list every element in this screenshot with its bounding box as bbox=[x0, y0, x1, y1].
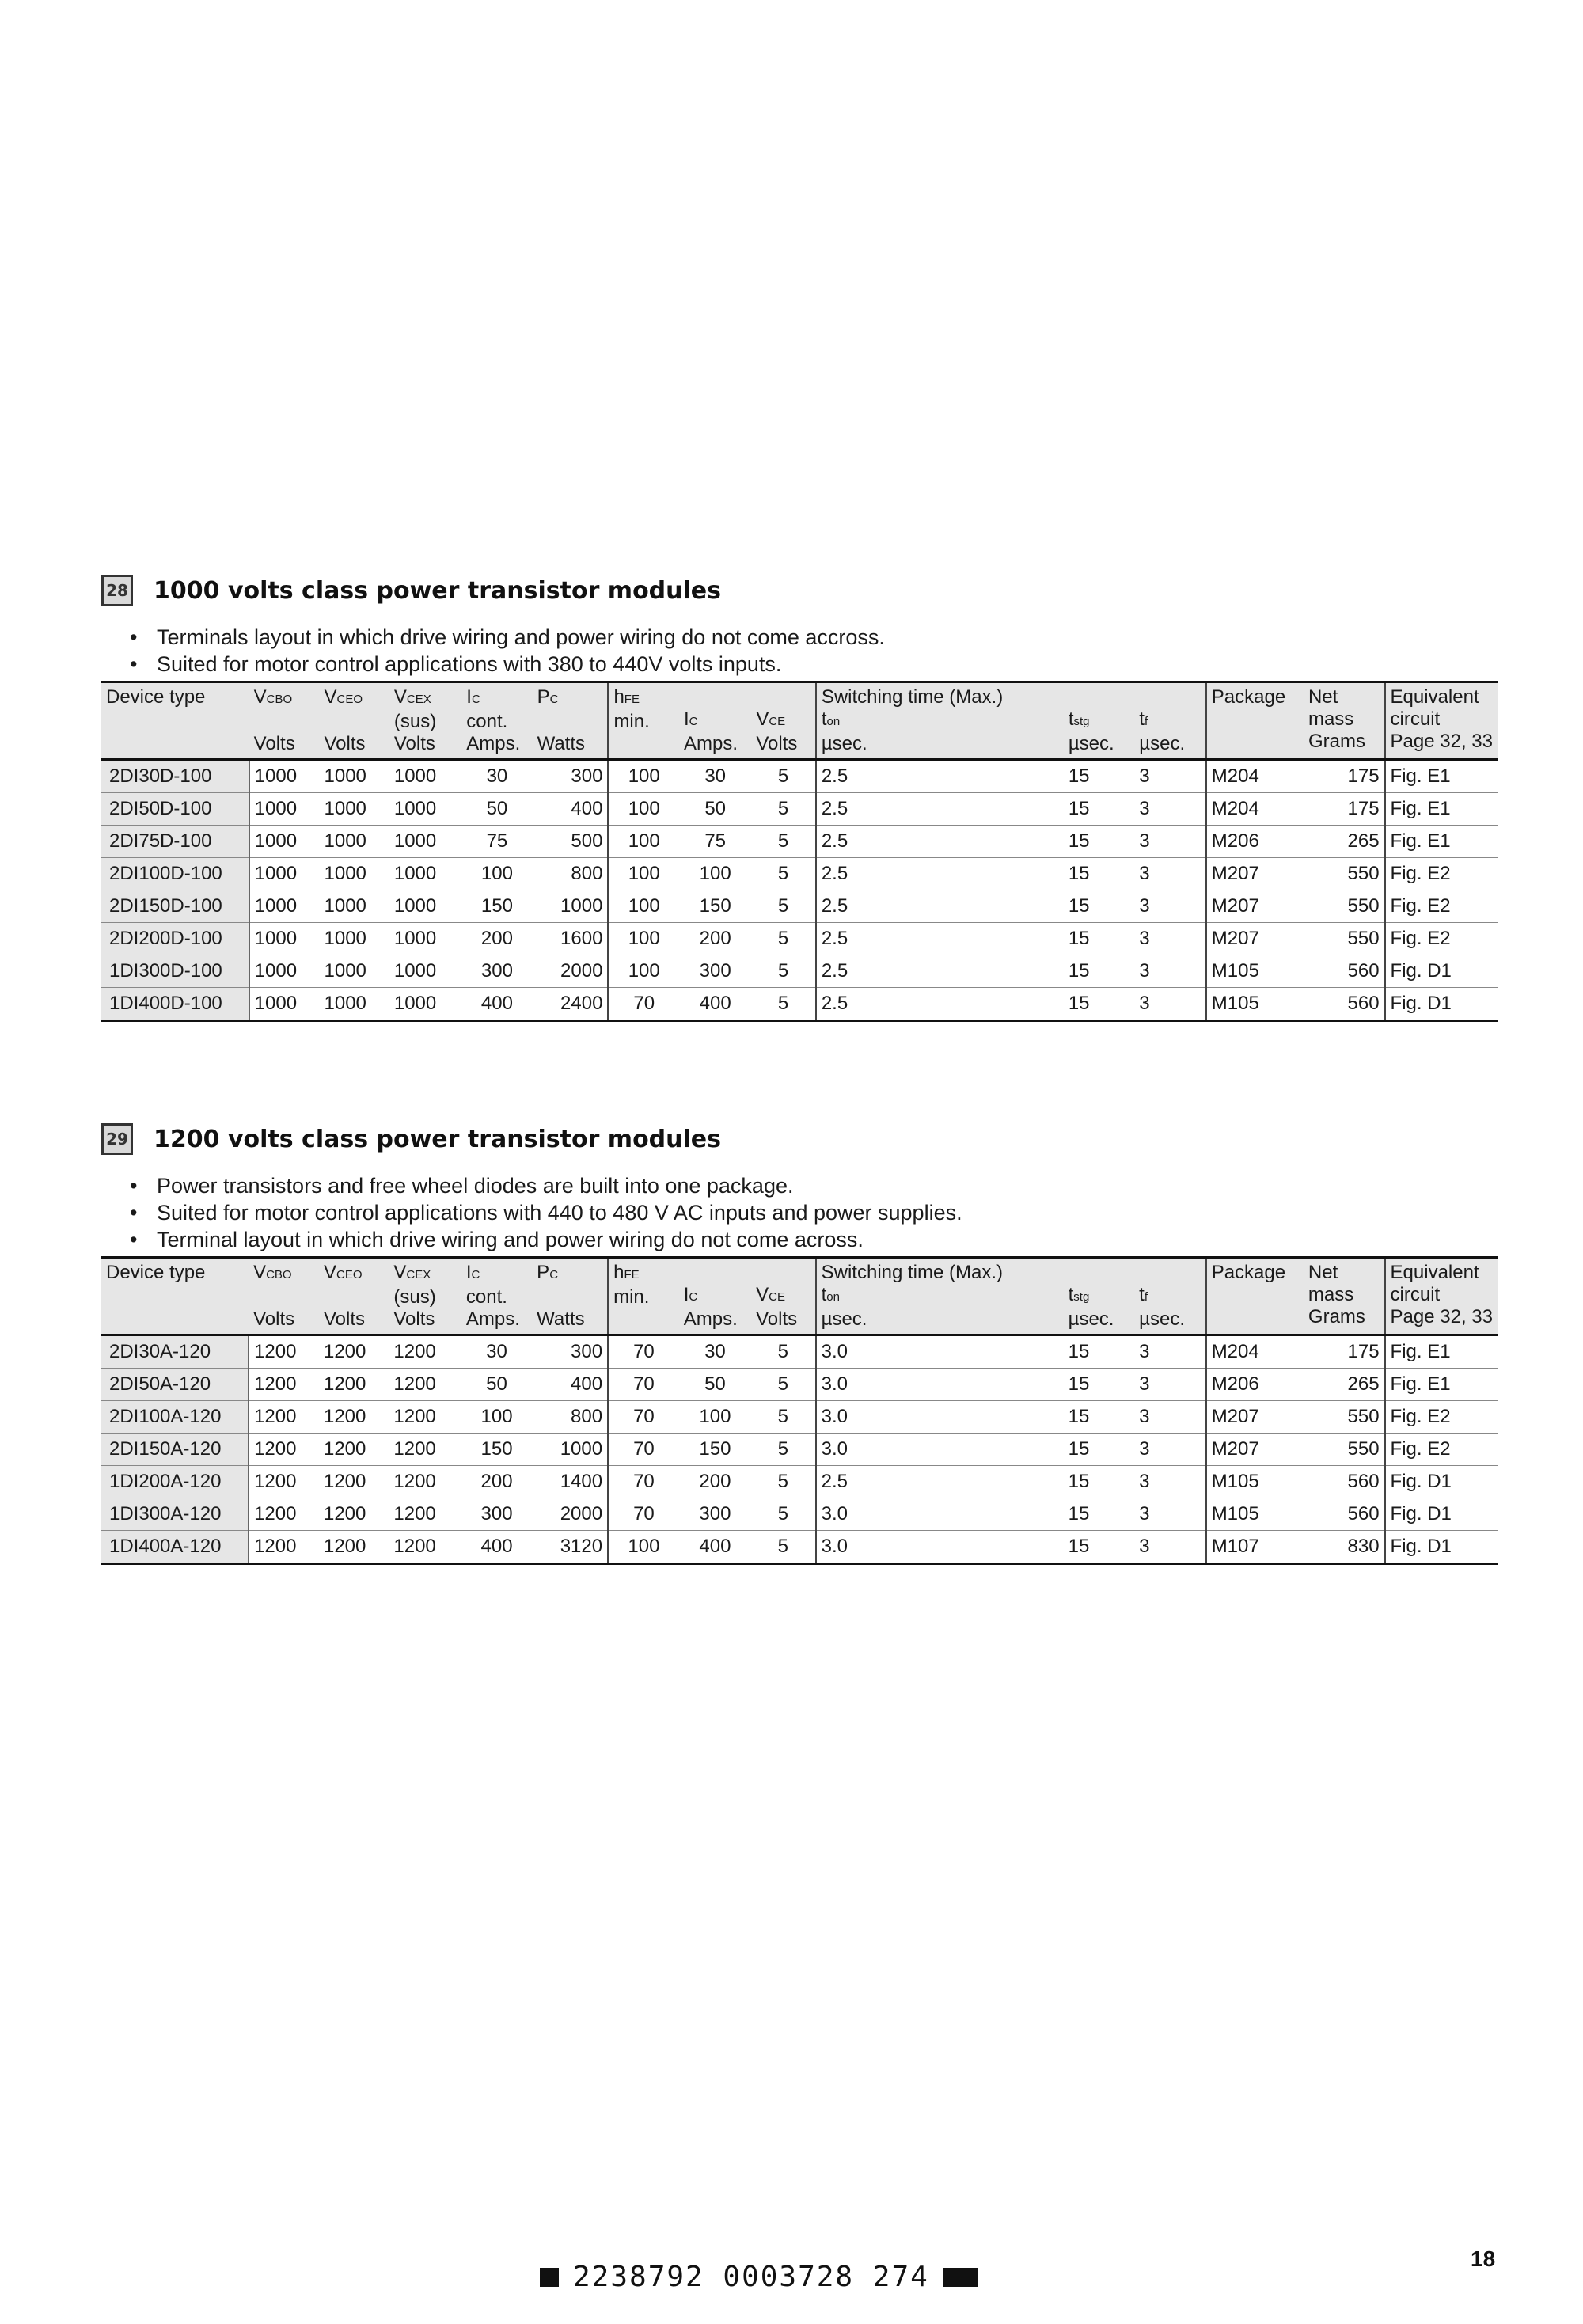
cell-vcex: 1200 bbox=[389, 1466, 461, 1498]
col-tf: tf µsec. bbox=[1134, 682, 1205, 760]
barcode-text: 2238792 0003728 274 bbox=[573, 2261, 929, 2293]
cell-pc: 800 bbox=[533, 858, 609, 890]
cell-hfe: 100 bbox=[608, 1531, 679, 1564]
cell-ton: 2.5 bbox=[816, 923, 1064, 955]
barcode-block-left bbox=[540, 2268, 559, 2287]
cell-package: M105 bbox=[1206, 1466, 1304, 1498]
cell-tf: 3 bbox=[1134, 1466, 1206, 1498]
cell-package: M204 bbox=[1206, 793, 1304, 826]
cell-tf: 3 bbox=[1134, 1401, 1206, 1434]
cell-tf: 3 bbox=[1134, 923, 1205, 955]
cell-mass: 560 bbox=[1304, 955, 1385, 988]
cell-device: 2DI50A-120 bbox=[101, 1369, 249, 1401]
cell-vceo: 1000 bbox=[320, 826, 389, 858]
section-header bbox=[101, 572, 1498, 609]
col-vcex: VCEX (sus) Volts bbox=[389, 682, 461, 760]
cell-tstg: 15 bbox=[1064, 1434, 1135, 1466]
cell-device: 1DI400A-120 bbox=[101, 1531, 249, 1564]
col-net-mass: Net mass Grams bbox=[1304, 682, 1385, 760]
cell-ic: 300 bbox=[461, 1498, 532, 1531]
cell-ton: 2.5 bbox=[816, 793, 1064, 826]
cell-package: M105 bbox=[1206, 988, 1304, 1021]
cell-tf: 3 bbox=[1134, 1335, 1206, 1369]
cell-vcex: 1000 bbox=[389, 988, 461, 1021]
cell-mass: 550 bbox=[1304, 1434, 1385, 1466]
cell-device: 2DI200D-100 bbox=[101, 923, 249, 955]
cell-vcex: 1200 bbox=[389, 1531, 461, 1564]
cell-circuit: Fig. E2 bbox=[1385, 1434, 1498, 1466]
cell-vcex: 1200 bbox=[389, 1434, 461, 1466]
cell-ic: 30 bbox=[461, 760, 532, 793]
cell-pc: 500 bbox=[533, 826, 609, 858]
cell-device: 2DI30D-100 bbox=[101, 760, 249, 793]
feature-bullet: • Power transistors and free wheel diodes are built into one package. bbox=[130, 1172, 1498, 1199]
col-vce: VCE Volts bbox=[751, 1258, 816, 1335]
cell-package: M107 bbox=[1206, 1531, 1304, 1564]
col-device-type: Device type bbox=[101, 682, 249, 760]
cell-ic: 200 bbox=[461, 1466, 532, 1498]
cell-vcex: 1000 bbox=[389, 955, 461, 988]
cell-vcbo: 1200 bbox=[249, 1335, 319, 1369]
cell-hfe: 70 bbox=[608, 1335, 679, 1369]
col-ic-test: IC Amps. bbox=[679, 682, 751, 760]
cell-circuit: Fig. D1 bbox=[1385, 1466, 1498, 1498]
feature-list bbox=[130, 624, 1498, 678]
cell-device: 1DI300D-100 bbox=[101, 955, 249, 988]
cell-vcbo: 1000 bbox=[249, 793, 320, 826]
cell-tstg: 15 bbox=[1064, 890, 1134, 923]
col-pc: PC Watts bbox=[532, 1258, 608, 1335]
cell-device: 2DI150A-120 bbox=[101, 1434, 249, 1466]
cell-mass: 550 bbox=[1304, 1401, 1385, 1434]
cell-mass: 175 bbox=[1304, 760, 1385, 793]
cell-hfe: 100 bbox=[608, 760, 679, 793]
cell-vcbo: 1200 bbox=[249, 1369, 319, 1401]
feature-bullet: • Terminals layout in which drive wiring and power wiring do not come accross. bbox=[130, 624, 1498, 651]
cell-vceo: 1200 bbox=[319, 1531, 389, 1564]
cell-package: M206 bbox=[1206, 1369, 1304, 1401]
cell-tstg: 15 bbox=[1064, 826, 1134, 858]
cell-circuit: Fig. D1 bbox=[1385, 988, 1498, 1021]
cell-mass: 265 bbox=[1304, 1369, 1385, 1401]
table-row bbox=[101, 1434, 1498, 1466]
col-ic: IC cont. Amps. bbox=[461, 1258, 532, 1335]
cell-ton: 3.0 bbox=[816, 1498, 1064, 1531]
cell-package: M204 bbox=[1206, 1335, 1304, 1369]
cell-circuit: Fig. E2 bbox=[1385, 890, 1498, 923]
cell-ton: 3.0 bbox=[816, 1531, 1064, 1564]
cell-tstg: 15 bbox=[1064, 923, 1134, 955]
cell-vce: 5 bbox=[751, 923, 815, 955]
cell-device: 2DI75D-100 bbox=[101, 826, 249, 858]
cell-ic: 75 bbox=[461, 826, 532, 858]
feature-bullet: • Terminal layout in which drive wiring and power wiring do not come across. bbox=[130, 1226, 1498, 1253]
table-row bbox=[101, 760, 1498, 793]
section-1000v bbox=[101, 572, 1498, 1022]
cell-package: M207 bbox=[1206, 1401, 1304, 1434]
cell-ic2: 300 bbox=[679, 955, 751, 988]
cell-ic: 200 bbox=[461, 923, 532, 955]
cell-mass: 560 bbox=[1304, 1466, 1385, 1498]
cell-vceo: 1200 bbox=[319, 1335, 389, 1369]
cell-circuit: Fig. D1 bbox=[1385, 1531, 1498, 1564]
cell-ton: 3.0 bbox=[816, 1369, 1064, 1401]
cell-ic2: 400 bbox=[679, 988, 751, 1021]
cell-ic: 300 bbox=[461, 955, 532, 988]
cell-vce: 5 bbox=[751, 1335, 816, 1369]
cell-circuit: Fig. E1 bbox=[1385, 760, 1498, 793]
cell-vcbo: 1200 bbox=[249, 1401, 319, 1434]
spec-table bbox=[101, 681, 1498, 1022]
col-ton: Switching time (Max.) ton µsec. bbox=[816, 1258, 1064, 1335]
cell-vcex: 1000 bbox=[389, 858, 461, 890]
cell-ic2: 50 bbox=[679, 793, 751, 826]
table-row bbox=[101, 988, 1498, 1021]
cell-vcbo: 1200 bbox=[249, 1498, 319, 1531]
cell-hfe: 100 bbox=[608, 923, 679, 955]
cell-vcex: 1200 bbox=[389, 1335, 461, 1369]
col-tf: tf µsec. bbox=[1134, 1258, 1206, 1335]
cell-tf: 3 bbox=[1134, 1498, 1206, 1531]
cell-mass: 560 bbox=[1304, 988, 1385, 1021]
cell-tstg: 15 bbox=[1064, 988, 1134, 1021]
cell-ic2: 400 bbox=[679, 1531, 751, 1564]
section-number-badge bbox=[101, 1123, 133, 1155]
cell-vcbo: 1200 bbox=[249, 1531, 319, 1564]
cell-tstg: 15 bbox=[1064, 793, 1134, 826]
cell-pc: 2000 bbox=[532, 1498, 608, 1531]
cell-hfe: 70 bbox=[608, 1401, 679, 1434]
col-vceo: VCEO Volts bbox=[319, 1258, 389, 1335]
cell-tf: 3 bbox=[1134, 793, 1205, 826]
spec-table-body bbox=[101, 1335, 1498, 1564]
cell-vce: 5 bbox=[751, 1466, 816, 1498]
col-vceo: VCEO Volts bbox=[320, 682, 389, 760]
cell-ic2: 50 bbox=[679, 1369, 751, 1401]
cell-vce: 5 bbox=[751, 826, 815, 858]
table-row bbox=[101, 1401, 1498, 1434]
table-row bbox=[101, 1335, 1498, 1369]
cell-circuit: Fig. E2 bbox=[1385, 858, 1498, 890]
cell-vceo: 1000 bbox=[320, 890, 389, 923]
cell-tstg: 15 bbox=[1064, 858, 1134, 890]
cell-hfe: 70 bbox=[608, 1466, 679, 1498]
cell-vce: 5 bbox=[751, 858, 815, 890]
col-vcbo: VCBO Volts bbox=[249, 682, 320, 760]
cell-vceo: 1000 bbox=[320, 923, 389, 955]
cell-ton: 2.5 bbox=[816, 760, 1064, 793]
cell-ton: 3.0 bbox=[816, 1335, 1064, 1369]
feature-bullet: • Suited for motor control applications with 380 to 440V volts inputs. bbox=[130, 651, 1498, 678]
cell-vce: 5 bbox=[751, 1531, 816, 1564]
cell-hfe: 100 bbox=[608, 955, 679, 988]
cell-mass: 550 bbox=[1304, 890, 1385, 923]
cell-circuit: Fig. E2 bbox=[1385, 923, 1498, 955]
cell-ton: 2.5 bbox=[816, 1466, 1064, 1498]
cell-mass: 265 bbox=[1304, 826, 1385, 858]
cell-vce: 5 bbox=[751, 760, 815, 793]
cell-vcbo: 1200 bbox=[249, 1466, 319, 1498]
table-row bbox=[101, 1531, 1498, 1564]
cell-package: M206 bbox=[1206, 826, 1304, 858]
cell-vcbo: 1000 bbox=[249, 890, 320, 923]
cell-circuit: Fig. E1 bbox=[1385, 793, 1498, 826]
cell-vcbo: 1000 bbox=[249, 923, 320, 955]
cell-tstg: 15 bbox=[1064, 1498, 1135, 1531]
table-row bbox=[101, 858, 1498, 890]
cell-mass: 175 bbox=[1304, 793, 1385, 826]
cell-ic2: 30 bbox=[679, 1335, 751, 1369]
cell-pc: 1600 bbox=[533, 923, 609, 955]
cell-pc: 300 bbox=[533, 760, 609, 793]
table-row bbox=[101, 890, 1498, 923]
cell-ic: 50 bbox=[461, 1369, 532, 1401]
cell-vcex: 1000 bbox=[389, 923, 461, 955]
cell-vceo: 1200 bbox=[319, 1434, 389, 1466]
cell-pc: 400 bbox=[533, 793, 609, 826]
cell-vceo: 1000 bbox=[320, 858, 389, 890]
cell-mass: 550 bbox=[1304, 858, 1385, 890]
section-title: 1000 volts class power transistor modules bbox=[154, 576, 721, 605]
section-1200v bbox=[101, 1120, 1498, 1565]
badge-number: 28 bbox=[106, 581, 128, 600]
cell-package: M204 bbox=[1206, 760, 1304, 793]
cell-ton: 2.5 bbox=[816, 826, 1064, 858]
cell-tstg: 15 bbox=[1064, 1369, 1135, 1401]
table-row bbox=[101, 955, 1498, 988]
cell-vce: 5 bbox=[751, 988, 815, 1021]
cell-vce: 5 bbox=[751, 1401, 816, 1434]
spec-table bbox=[101, 1256, 1498, 1565]
cell-tf: 3 bbox=[1134, 1531, 1206, 1564]
cell-vceo: 1200 bbox=[319, 1369, 389, 1401]
cell-tf: 3 bbox=[1134, 890, 1205, 923]
cell-vce: 5 bbox=[751, 793, 815, 826]
cell-pc: 800 bbox=[532, 1401, 608, 1434]
cell-ton: 3.0 bbox=[816, 1434, 1064, 1466]
cell-hfe: 100 bbox=[608, 890, 679, 923]
cell-circuit: Fig. D1 bbox=[1385, 955, 1498, 988]
cell-tstg: 15 bbox=[1064, 1466, 1135, 1498]
cell-package: M207 bbox=[1206, 858, 1304, 890]
col-package: Package bbox=[1206, 1258, 1304, 1335]
cell-pc: 2400 bbox=[533, 988, 609, 1021]
col-package: Package bbox=[1206, 682, 1304, 760]
cell-vcbo: 1200 bbox=[249, 1434, 319, 1466]
table-row bbox=[101, 826, 1498, 858]
cell-hfe: 70 bbox=[608, 1369, 679, 1401]
cell-ic2: 200 bbox=[679, 923, 751, 955]
cell-ic: 30 bbox=[461, 1335, 532, 1369]
cell-vcbo: 1000 bbox=[249, 760, 320, 793]
cell-tstg: 15 bbox=[1064, 760, 1134, 793]
cell-tstg: 15 bbox=[1064, 1531, 1135, 1564]
col-vcex: VCEX (sus) Volts bbox=[389, 1258, 461, 1335]
table-row bbox=[101, 1498, 1498, 1531]
cell-pc: 300 bbox=[532, 1335, 608, 1369]
cell-ton: 3.0 bbox=[816, 1401, 1064, 1434]
cell-tf: 3 bbox=[1134, 988, 1205, 1021]
cell-pc: 1400 bbox=[532, 1466, 608, 1498]
cell-vcex: 1200 bbox=[389, 1369, 461, 1401]
cell-circuit: Fig. D1 bbox=[1385, 1498, 1498, 1531]
cell-vcbo: 1000 bbox=[249, 988, 320, 1021]
barcode-footer bbox=[526, 2261, 993, 2293]
section-header bbox=[101, 1120, 1498, 1158]
cell-pc: 1000 bbox=[532, 1434, 608, 1466]
cell-vceo: 1200 bbox=[319, 1498, 389, 1531]
cell-device: 1DI300A-120 bbox=[101, 1498, 249, 1531]
cell-vcex: 1000 bbox=[389, 890, 461, 923]
cell-tf: 3 bbox=[1134, 858, 1205, 890]
cell-vceo: 1200 bbox=[319, 1466, 389, 1498]
cell-vcex: 1200 bbox=[389, 1401, 461, 1434]
cell-vce: 5 bbox=[751, 890, 815, 923]
col-ic-test: IC Amps. bbox=[679, 1258, 751, 1335]
cell-pc: 2000 bbox=[533, 955, 609, 988]
cell-mass: 175 bbox=[1304, 1335, 1385, 1369]
cell-tf: 3 bbox=[1134, 1369, 1206, 1401]
cell-circuit: Fig. E2 bbox=[1385, 1401, 1498, 1434]
cell-ic: 150 bbox=[461, 1434, 532, 1466]
cell-ic: 150 bbox=[461, 890, 532, 923]
cell-hfe: 70 bbox=[608, 1498, 679, 1531]
cell-device: 2DI100D-100 bbox=[101, 858, 249, 890]
cell-vce: 5 bbox=[751, 1498, 816, 1531]
cell-ic: 400 bbox=[461, 1531, 532, 1564]
barcode-block-right bbox=[943, 2268, 978, 2287]
cell-tstg: 15 bbox=[1064, 955, 1134, 988]
cell-ic2: 100 bbox=[679, 858, 751, 890]
section-title: 1200 volts class power transistor modules bbox=[154, 1125, 721, 1153]
cell-vceo: 1000 bbox=[320, 955, 389, 988]
table-row bbox=[101, 1369, 1498, 1401]
cell-device: 2DI100A-120 bbox=[101, 1401, 249, 1434]
cell-ton: 2.5 bbox=[816, 955, 1064, 988]
cell-hfe: 70 bbox=[608, 1434, 679, 1466]
cell-ic2: 150 bbox=[679, 890, 751, 923]
col-tstg: tstg µsec. bbox=[1064, 682, 1134, 760]
cell-vcbo: 1000 bbox=[249, 826, 320, 858]
cell-ic2: 100 bbox=[679, 1401, 751, 1434]
cell-package: M207 bbox=[1206, 890, 1304, 923]
spec-table-header bbox=[101, 682, 1498, 760]
cell-device: 2DI150D-100 bbox=[101, 890, 249, 923]
cell-ic2: 200 bbox=[679, 1466, 751, 1498]
cell-vce: 5 bbox=[751, 955, 815, 988]
cell-hfe: 70 bbox=[608, 988, 679, 1021]
cell-mass: 550 bbox=[1304, 923, 1385, 955]
cell-hfe: 100 bbox=[608, 858, 679, 890]
cell-tf: 3 bbox=[1134, 955, 1205, 988]
cell-ic: 400 bbox=[461, 988, 532, 1021]
cell-ton: 2.5 bbox=[816, 858, 1064, 890]
cell-tstg: 15 bbox=[1064, 1335, 1135, 1369]
cell-vcex: 1000 bbox=[389, 826, 461, 858]
table-row bbox=[101, 793, 1498, 826]
feature-list bbox=[130, 1172, 1498, 1253]
cell-ic2: 300 bbox=[679, 1498, 751, 1531]
cell-vcex: 1000 bbox=[389, 760, 461, 793]
cell-circuit: Fig. E1 bbox=[1385, 1369, 1498, 1401]
cell-vcbo: 1000 bbox=[249, 955, 320, 988]
cell-ton: 2.5 bbox=[816, 890, 1064, 923]
col-vce: VCE Volts bbox=[751, 682, 815, 760]
cell-tf: 3 bbox=[1134, 760, 1205, 793]
cell-circuit: Fig. E1 bbox=[1385, 1335, 1498, 1369]
col-tstg: tstg µsec. bbox=[1064, 1258, 1135, 1335]
cell-vceo: 1000 bbox=[320, 793, 389, 826]
col-device-type: Device type bbox=[101, 1258, 249, 1335]
cell-device: 2DI50D-100 bbox=[101, 793, 249, 826]
cell-vcex: 1000 bbox=[389, 793, 461, 826]
cell-vce: 5 bbox=[751, 1369, 816, 1401]
cell-ic: 100 bbox=[461, 858, 532, 890]
cell-ic2: 75 bbox=[679, 826, 751, 858]
table-row bbox=[101, 1466, 1498, 1498]
cell-package: M105 bbox=[1206, 955, 1304, 988]
feature-bullet: • Suited for motor control applications with 440 to 480 V AC inputs and power supplies. bbox=[130, 1199, 1498, 1226]
cell-hfe: 100 bbox=[608, 826, 679, 858]
cell-vceo: 1000 bbox=[320, 988, 389, 1021]
cell-tf: 3 bbox=[1134, 1434, 1206, 1466]
cell-vceo: 1200 bbox=[319, 1401, 389, 1434]
col-ton: Switching time (Max.) ton µsec. bbox=[816, 682, 1064, 760]
table-row bbox=[101, 923, 1498, 955]
spec-table-body bbox=[101, 760, 1498, 1021]
cell-tf: 3 bbox=[1134, 826, 1205, 858]
cell-tstg: 15 bbox=[1064, 1401, 1135, 1434]
cell-vcbo: 1000 bbox=[249, 858, 320, 890]
cell-pc: 1000 bbox=[533, 890, 609, 923]
cell-circuit: Fig. E1 bbox=[1385, 826, 1498, 858]
cell-package: M207 bbox=[1206, 923, 1304, 955]
cell-device: 1DI400D-100 bbox=[101, 988, 249, 1021]
cell-package: M207 bbox=[1206, 1434, 1304, 1466]
badge-number: 29 bbox=[106, 1130, 128, 1149]
cell-package: M105 bbox=[1206, 1498, 1304, 1531]
cell-vce: 5 bbox=[751, 1434, 816, 1466]
cell-hfe: 100 bbox=[608, 793, 679, 826]
cell-ic2: 150 bbox=[679, 1434, 751, 1466]
cell-mass: 560 bbox=[1304, 1498, 1385, 1531]
col-ic: IC cont. Amps. bbox=[461, 682, 532, 760]
cell-ton: 2.5 bbox=[816, 988, 1064, 1021]
col-equivalent-circuit: Equivalent circuit Page 32, 33 bbox=[1385, 682, 1498, 760]
cell-mass: 830 bbox=[1304, 1531, 1385, 1564]
cell-ic: 100 bbox=[461, 1401, 532, 1434]
col-pc: PC Watts bbox=[533, 682, 609, 760]
col-equivalent-circuit: Equivalent circuit Page 32, 33 bbox=[1385, 1258, 1498, 1335]
col-hfe: hFE min. bbox=[608, 682, 679, 760]
col-hfe: hFE min. bbox=[608, 1258, 679, 1335]
cell-pc: 3120 bbox=[532, 1531, 608, 1564]
cell-vceo: 1000 bbox=[320, 760, 389, 793]
spec-table-header bbox=[101, 1258, 1498, 1335]
col-vcbo: VCBO Volts bbox=[249, 1258, 319, 1335]
cell-device: 2DI30A-120 bbox=[101, 1335, 249, 1369]
cell-device: 1DI200A-120 bbox=[101, 1466, 249, 1498]
cell-pc: 400 bbox=[532, 1369, 608, 1401]
col-net-mass: Net mass Grams bbox=[1304, 1258, 1385, 1335]
section-number-badge bbox=[101, 575, 133, 606]
page-number: 18 bbox=[1471, 2246, 1496, 2271]
cell-ic2: 30 bbox=[679, 760, 751, 793]
cell-vcex: 1200 bbox=[389, 1498, 461, 1531]
cell-ic: 50 bbox=[461, 793, 532, 826]
